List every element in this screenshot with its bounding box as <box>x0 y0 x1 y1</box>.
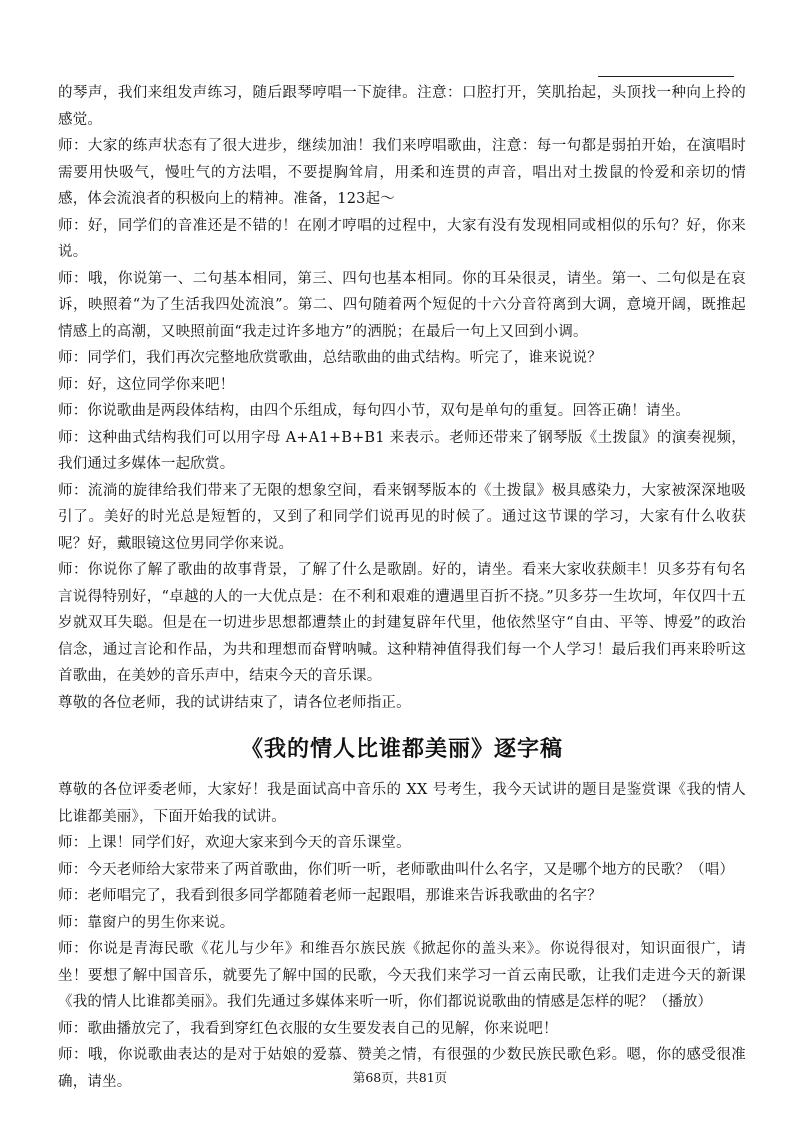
section-title: 《我的情人比谁都美丽》逐字稿 <box>240 737 563 762</box>
paragraph: 的琴声，我们来组发声练习，随后跟琴哼唱一下旋律。注意：口腔打开，笑肌抬起，头顶找一种向上拎的感觉。 <box>58 85 746 128</box>
paragraph: 师：你说你了解了歌曲的故事背景，了解了什么是歌剧。好的，请坐。看来大家收获颇丰！贝多芬有句名言说得特别好，“卓越的人的一大优点是：在不利和艰难的遭遇里百折不挠。”贝多芬一生坎坷，年仅四十五岁就双耳失聪。但是在一切进步思想都遭禁止的封建复辟年代里，他依然坚守“自由、平等、博爱”的政治信念，通过言论和作品，为共和理想而奋臂呐喊。这种精神值得我们每一个人学习！最后我们再来聆听这首歌曲，在美妙的音乐声中，结束今天的音乐课。 <box>58 562 746 684</box>
closing-remark: 尊敬的各位老师，我的试讲结束了，请各位老师指正。 <box>58 694 411 711</box>
paragraph: 师：好，这位同学你来吧！ <box>58 376 235 393</box>
paragraph: 师：歌曲播放完了，我看到穿红色衣服的女生要发表自己的见解，你来说吧！ <box>58 1020 558 1037</box>
paragraph: 师：流淌的旋律给我们带来了无限的想象空间，看来钢琴版本的《土拨鼠》极具感染力，大家被深深地吸引了。美好的时光总是短暂的，又到了和同学们说再见的时候了。通过这节课的学习，大家有什么收获呢？好，戴眼镜这位男同学你来说。 <box>58 482 746 552</box>
paragraph: 师：你说歌曲是两段体结构，由四个乐组成，每句四小节，双句是单句的重复。回答正确！请坐。 <box>58 403 691 419</box>
paragraph: 师：靠窗户的男生你来说。 <box>58 914 235 931</box>
paragraph: 师：哦，你说第一、二句基本相同，第三、四句也基本相同。你的耳朵很灵，请坐。第一、二句似是在哀诉，映照着“为了生活我四处流浪”。第二、四句随着两个短促的十六分音符离到大调，意境开阔，既推起情感上的高潮，又映照前面“我走过许多地方”的洒脱；在最后一句上又回到小调。 <box>58 270 746 340</box>
paragraph: 师：老师唱完了，我看到很多同学都随着老师一起跟唱，那谁来告诉我歌曲的名字？ <box>58 888 602 904</box>
paragraph: 师：大家的练声状态有了很大进步，继续加油！我们来哼唱歌曲，注意：每一句都是弱拍开始，在演唱时需要用快吸气，慢吐气的方法唱，不要提胸耸肩，用柔和连贯的声音，唱出对土拨鼠的怜爱和亲切的情感，体会流浪者的积极向上的精神。准备，123起～ <box>58 138 746 207</box>
page-number: 第68页，共81页 <box>352 1070 448 1085</box>
paragraph: 尊敬的各位评委老师，大家好！我是面试高中音乐的 XX 号考生，我今天试讲的题目是鉴赏课《我的情人比谁都美丽》，下面开始我的试讲。 <box>58 782 746 825</box>
document-body <box>58 80 746 1095</box>
paragraph: 师：上课！同学们好，欢迎大家来到今天的音乐课堂。 <box>58 835 411 851</box>
paragraph: 师：好，同学们的音准还是不错的！在刚才哼唱的过程中，大家有没有发现相同或相似的乐句？好，你来说。 <box>58 217 746 260</box>
paragraph: 师：同学们，我们再次完整地欣赏歌曲，总结歌曲的曲式结构。听完了，谁来说说？ <box>58 350 602 366</box>
paragraph: 师：你说是青海民歌《花儿与少年》和维吾尔族民族《掀起你的盖头来》。你说得很对，知识面很广，请坐！要想了解中国音乐，就要先了解中国的民歌，今天我们来学习一首云南民歌，让我们走进今天的新课《我的情人比谁都美丽》。我们先通过多媒体来听一听，你们都说说歌曲的情感是怎样的呢？（播放） <box>58 941 746 1010</box>
paragraph: 师：今天老师给大家带来了两首歌曲，你们听一听，老师歌曲叫什么名字，又是哪个地方的民歌？（唱） <box>58 861 735 878</box>
header-rule <box>598 76 734 77</box>
paragraph: 师：这种曲式结构我们可以用字母 A+A1+B+B1 来表示。老师还带来了钢琴版《土拨鼠》的演奏视频，我们通过多媒体一起欣赏。 <box>58 429 746 472</box>
paragraph: 师：哦，你说歌曲表达的是对于姑娘的爱慕、赞美之情，有很强的少数民族民歌色彩。嗯，你的感受很准确，请坐。 <box>58 1047 746 1090</box>
